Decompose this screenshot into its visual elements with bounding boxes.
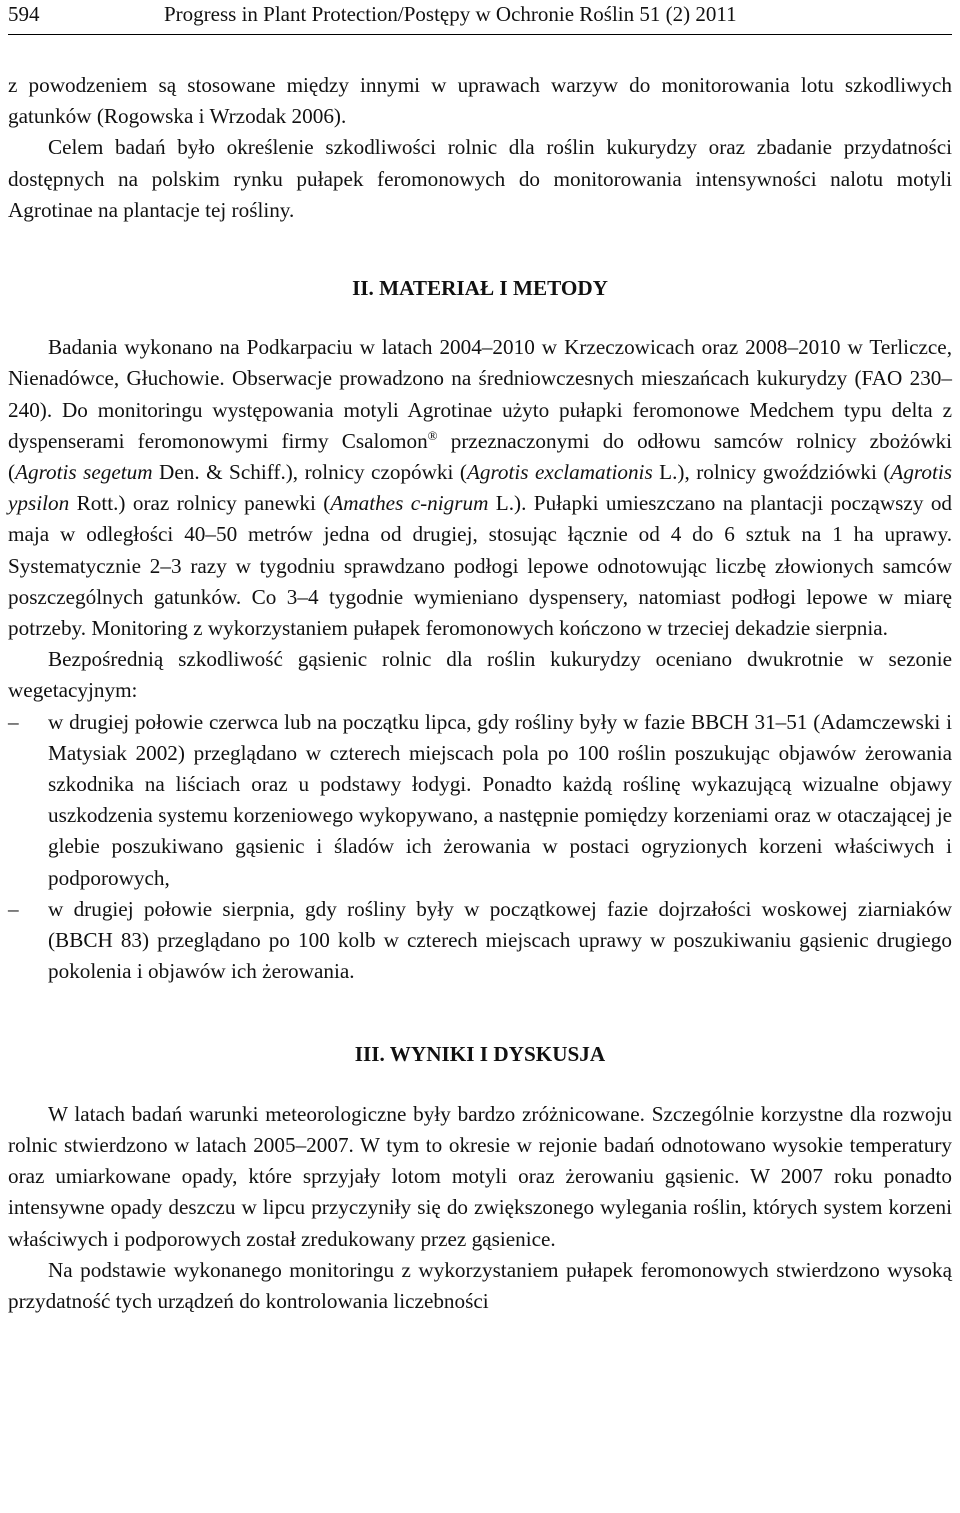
intro-paragraph-2: Celem badań było określenie szkodliwości rolnic dla roślin kukurydzy oraz zbadanie przydatności dostępnych na polskim rynku pułapek feromonowych do monitorowania intensywności nalotu motyli Agrotinae na plantacje tej rośliny. — [8, 135, 952, 222]
methods-paragraph-2: Bezpośrednią szkodliwość gąsienic rolnic dla roślin kukurydzy oceniano dwukrotnie w sezonie wegetacyjnym: — [8, 647, 952, 703]
species-name: Agrotis ypsilon — [8, 460, 952, 516]
section-heading-results: III. WYNIKI I DYSKUSJA — [354, 1042, 606, 1067]
list-item — [8, 894, 952, 988]
species-name: Agrotis segetum — [15, 460, 153, 485]
methods-paragraph-1: Badania wykonano na Podkarpaciu w latach 2004–2010 w Krzeczowicach oraz 2008–2010 w Terliczce, Nienadówce, Głuchowie. Obserwacje prowadzono na średniowczesnych mieszańcach kukurydzy (FAO 230–240). Do monitoringu występowania motyli Agrotinae użyto pułapki feromonowe Medchem typu delta z dyspenserami feromonowymi firmy Csalomon® przeznaczonymi do odłowu samców rolnicy zbożówki (Agrotis segetum Den. & Schiff.), rolnicy czopówki (Agrotis exclamationis L.), rolnicy gwoździówki (Agrotis ypsilon Rott.) oraz rolnicy panewki (Amathes c-nigrum L.). Pułapki umieszczano na plantacji począwszy od maja w odległości 40–50 metrów jedna od drugiej, stosując łącznie od 4 do 6 sztuk na 1 ha uprawy. Systematycznie 2–3 razy w tygodniu sprawdzano podłogi lepowe odnotowując liczbę złowionych samców poszczególnych gatunków. Co 3–4 tygodnie wymieniano dyspensery, natomiast podłogi lepowe w miarę potrzeby. Monitoring z wykorzystaniem pułapek feromonowych kończono w trzeciej dekadzie sierpnia. — [8, 335, 953, 641]
species-name: Amathes c-nigrum — [330, 491, 489, 516]
list-item-text: w drugiej połowie sierpnia, gdy rośliny były w początkowej fazie dojrzałości woskowej ziarniaków (BBCH 83) przeglądano po 100 kolb w czterech miejscach uprawy w poszukiwaniu gąsienic drugiego pokolenia i objawów ich żerowania. — [48, 896, 952, 984]
results-paragraph-1: W latach badań warunki meteorologiczne były bardzo zróżnicowane. Szczególnie korzystne dla rozwoju rolnic stwierdzono w latach 2005–2007. W tym to okresie w rejonie badań odnotowano wysokie temperatury oraz umiarkowane opady, które sprzyjały lotom motyli oraz żerowaniu gąsienic. W 2007 roku ponadto intensywne opady deszczu w lipcu przyczyniły się do zwiększonego wylegania roślin, których system korzeni właściwych i podporowych został zredukowany przez gąsienice. — [8, 1101, 952, 1251]
species-name: Agrotis exclamationis — [466, 460, 653, 485]
journal-title: Progress in Plant Protection/Postępy w Ochronie Roślin 51 (2) 2011 — [164, 2, 737, 26]
registered-mark: ® — [427, 427, 438, 443]
results-paragraph-2: Na podstawie wykonanego monitoringu z wykorzystaniem pułapek feromonowych stwierdzono wysoką przydatność tych urządzeń do kontrolowania liczebności — [8, 1257, 952, 1313]
list-item — [8, 707, 952, 894]
page-number: 594 — [8, 2, 40, 26]
list-item-text: w drugiej połowie czerwca lub na początku lipca, gdy rośliny były w fazie BBCH 31–51 (Adamczewski i Matysiak 2002) przeglądano w czterech miejscach pola po 100 roślin poszukując objawów żerowania szkodnika na liściach oraz u podstawy łodygi. Ponadto każdą roślinę wykazującą wizualne objawy uszkodzenia systemu korzeniowego wykopywano, a następnie pomiędzy korzeniami oraz w otaczającej je glebie poszukiwano gąsienic i śladów ich żerowania w postaci ogryzionych korzeni właściwych i podporowych, — [48, 709, 952, 890]
page-body — [8, 70, 952, 1317]
list-dash: – — [8, 709, 19, 734]
section-heading-methods: II. MATERIAŁ I METODY — [352, 276, 608, 301]
list-dash: – — [8, 896, 19, 921]
running-header — [8, 0, 952, 35]
intro-paragraph-1: z powodzeniem są stosowane między innymi w uprawach warzyw do monitorowania lotu szkodliwych gatunków (Rogowska i Wrzodak 2006). — [8, 73, 952, 129]
